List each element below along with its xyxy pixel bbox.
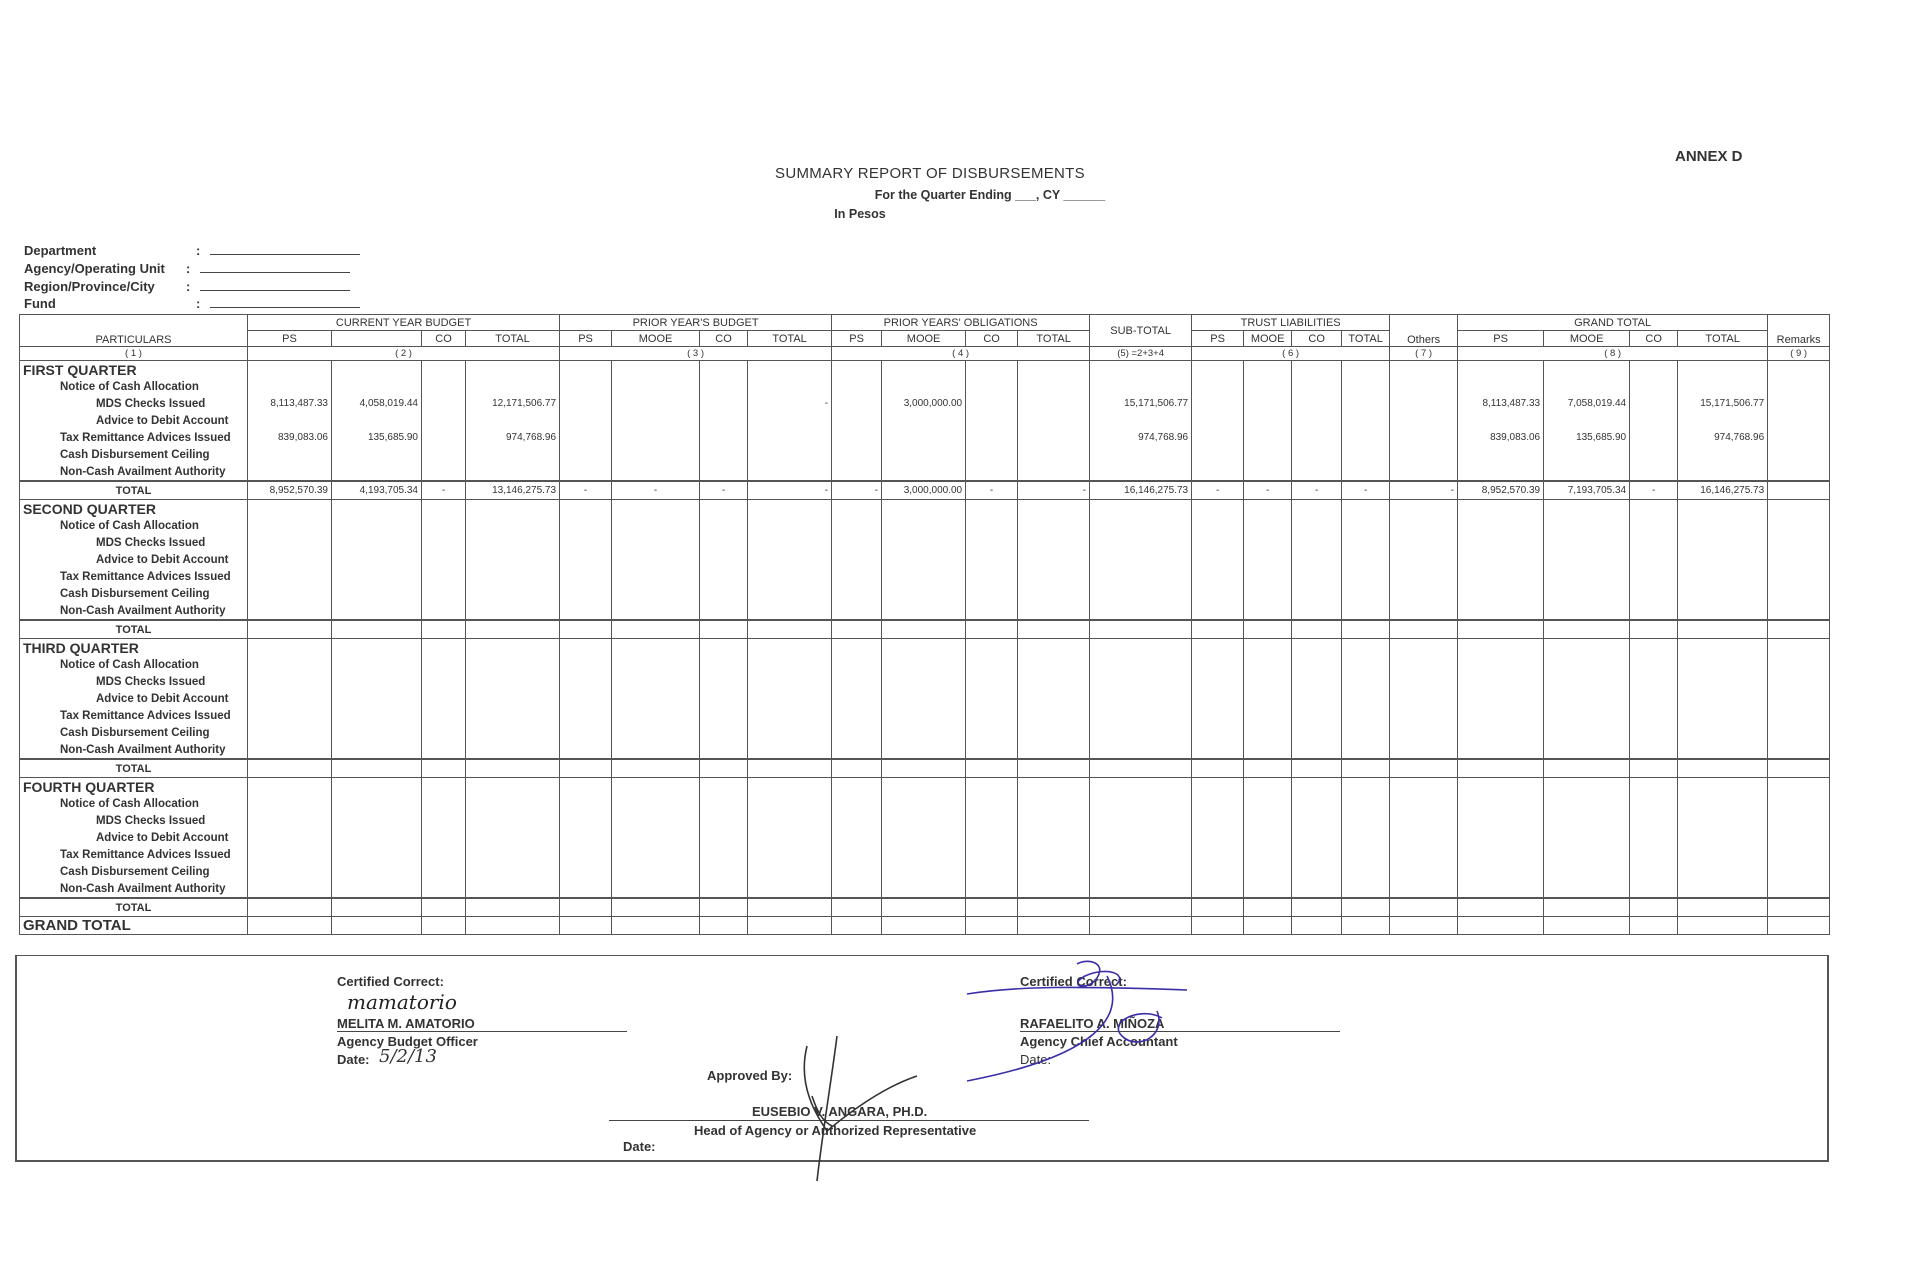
row-label: Advice to Debit Account — [20, 829, 248, 846]
cell: 135,685.90 — [332, 429, 422, 446]
q1-title-row — [20, 361, 1830, 379]
cell: 15,171,506.77 — [1090, 395, 1192, 412]
po-total: TOTAL — [1018, 331, 1090, 347]
quarter-title: SECOND QUARTER — [20, 500, 248, 518]
fund-field — [24, 296, 360, 311]
row-label: MDS Checks Issued — [20, 673, 248, 690]
row-label: TOTAL — [20, 759, 248, 778]
cell: - — [1630, 481, 1678, 500]
po-ps: PS — [832, 331, 882, 347]
row-label: Notice of Cash Allocation — [20, 656, 248, 673]
pb-ps: PS — [560, 331, 612, 347]
cell: 15,171,506.77 — [1678, 395, 1768, 412]
cy-co: CO — [422, 331, 466, 347]
tl-total: TOTAL — [1342, 331, 1390, 347]
cell: 4,193,705.34 — [332, 481, 422, 500]
particulars-header: PARTICULARS — [20, 315, 248, 347]
q4-total-row — [20, 898, 1830, 917]
fund-label: Fund — [24, 296, 56, 311]
cell: 974,768.96 — [1090, 429, 1192, 446]
q4-mds-row — [20, 812, 1830, 829]
row-label: Tax Remittance Advices Issued — [20, 707, 248, 724]
q3-mds-row — [20, 673, 1830, 690]
q2-noncash-row — [20, 602, 1830, 620]
cell: 16,146,275.73 — [1090, 481, 1192, 500]
report-period: For the Quarter Ending ___, CY ______ — [874, 188, 1106, 202]
cell: - — [1192, 481, 1244, 500]
row-label: Non-Cash Availment Authority — [20, 463, 248, 481]
cell: 13,146,275.73 — [466, 481, 560, 500]
q4-ceiling-row — [20, 863, 1830, 880]
header-row-subcols — [20, 331, 1830, 347]
col-num-3: ( 3 ) — [560, 347, 832, 361]
agency-colon: : — [186, 261, 191, 276]
trust-liabilities-header: TRUST LIABILITIES — [1192, 315, 1390, 331]
tl-mooe: MOOE — [1244, 331, 1292, 347]
row-label: Notice of Cash Allocation — [20, 378, 248, 395]
right-signature-scribble-icon — [957, 956, 1217, 1096]
q3-total-row — [20, 759, 1830, 778]
row-label: MDS Checks Issued — [20, 534, 248, 551]
quarter-title: THIRD QUARTER — [20, 639, 248, 657]
col-num-5: (5) =2+3+4 — [1090, 347, 1192, 361]
current-year-header: CURRENT YEAR BUDGET — [248, 315, 560, 331]
q4-title-row — [20, 778, 1830, 796]
q1-ceiling-row — [20, 446, 1830, 463]
disbursement-table — [19, 314, 1830, 935]
cell: - — [966, 481, 1018, 500]
col-num-7: ( 7 ) — [1390, 347, 1458, 361]
agency-label: Agency/Operating Unit — [24, 261, 165, 276]
left-date-value: 5/2/13 — [379, 1046, 437, 1067]
grand-total-row — [20, 917, 1830, 935]
row-label: Notice of Cash Allocation — [20, 517, 248, 534]
q3-advice-row — [20, 690, 1830, 707]
cy-mooe — [332, 331, 422, 347]
tl-ps: PS — [1192, 331, 1244, 347]
row-label: Notice of Cash Allocation — [20, 795, 248, 812]
row-label: Non-Cash Availment Authority — [20, 602, 248, 620]
row-label: TOTAL — [20, 481, 248, 500]
q1-notice-row — [20, 378, 1830, 395]
pb-co: CO — [700, 331, 748, 347]
cell: 135,685.90 — [1544, 429, 1630, 446]
q2-ceiling-row — [20, 585, 1830, 602]
cell: - — [1342, 481, 1390, 500]
prior-obligations-header: PRIOR YEARS' OBLIGATIONS — [832, 315, 1090, 331]
fund-colon: : — [196, 296, 201, 311]
q2-advice-row — [20, 551, 1830, 568]
left-date-label: Date: — [337, 1052, 370, 1067]
q3-title-row — [20, 639, 1830, 657]
q4-notice-row — [20, 795, 1830, 812]
col-num-2: ( 2 ) — [248, 347, 560, 361]
q3-tax-row — [20, 707, 1830, 724]
cell: - — [832, 481, 882, 500]
cell: 7,193,705.34 — [1544, 481, 1630, 500]
row-label: Advice to Debit Account — [20, 551, 248, 568]
annex-label: ANNEX D — [1675, 148, 1743, 165]
prior-budget-header: PRIOR YEAR'S BUDGET — [560, 315, 832, 331]
cell: - — [612, 481, 700, 500]
q3-ceiling-row — [20, 724, 1830, 741]
cell: 974,768.96 — [1678, 429, 1768, 446]
report-title: SUMMARY REPORT OF DISBURSEMENTS — [775, 165, 1085, 182]
cell: 839,083.06 — [1458, 429, 1544, 446]
row-label: Tax Remittance Advices Issued — [20, 568, 248, 585]
row-label: Cash Disbursement Ceiling — [20, 724, 248, 741]
subtotal-header: SUB-TOTAL — [1090, 315, 1192, 347]
row-label: MDS Checks Issued — [20, 395, 248, 412]
row-label: Advice to Debit Account — [20, 690, 248, 707]
q2-mds-row — [20, 534, 1830, 551]
q1-advice-row — [20, 412, 1830, 429]
column-number-row — [20, 347, 1830, 361]
row-label: Non-Cash Availment Authority — [20, 880, 248, 898]
col-num-6: ( 6 ) — [1192, 347, 1390, 361]
gt-co: CO — [1630, 331, 1678, 347]
cell: - — [1292, 481, 1342, 500]
right-date-label: Date: — [1020, 1052, 1052, 1067]
cell: 12,171,506.77 — [466, 395, 560, 412]
col-num-8: ( 8 ) — [1458, 347, 1768, 361]
left-sign-line — [337, 1031, 627, 1032]
region-label: Region/Province/City — [24, 279, 155, 294]
q3-notice-row — [20, 656, 1830, 673]
pb-mooe: MOOE — [612, 331, 700, 347]
cy-total: TOTAL — [466, 331, 560, 347]
cell: 3,000,000.00 — [882, 481, 966, 500]
approved-name: EUSEBIO V. ANGARA, PH.D. — [752, 1104, 928, 1119]
gt-total: TOTAL — [1678, 331, 1768, 347]
q4-tax-row — [20, 846, 1830, 863]
pb-total: TOTAL — [748, 331, 832, 347]
left-certified-label: Certified Correct: — [337, 974, 444, 989]
cell: - — [1244, 481, 1292, 500]
q1-total-row — [20, 481, 1830, 500]
region-colon: : — [186, 279, 191, 294]
department-label: Department — [24, 243, 97, 258]
row-label: Cash Disbursement Ceiling — [20, 585, 248, 602]
q1-mds-row — [20, 395, 1830, 412]
q4-advice-row — [20, 829, 1830, 846]
cell: 7,058,019.44 — [1544, 395, 1630, 412]
right-certified-label: Certified Correct: — [1020, 974, 1127, 989]
left-signatory-name: MELITA M. AMATORIO — [337, 1016, 475, 1031]
cell: - — [748, 395, 832, 412]
cell: - — [1018, 481, 1090, 500]
row-label: TOTAL — [20, 620, 248, 639]
cell: 16,146,275.73 — [1678, 481, 1768, 500]
row-label: Tax Remittance Advices Issued — [20, 429, 248, 446]
row-label: TOTAL — [20, 898, 248, 917]
others-header: Others — [1390, 315, 1458, 347]
gt-ps: PS — [1458, 331, 1544, 347]
po-co: CO — [966, 331, 1018, 347]
q2-title-row — [20, 500, 1830, 518]
row-label: Advice to Debit Account — [20, 412, 248, 429]
q4-noncash-row — [20, 880, 1830, 898]
gt-mooe: MOOE — [1544, 331, 1630, 347]
cell: - — [1390, 481, 1458, 500]
approved-date-label: Date: — [623, 1139, 656, 1154]
left-signatory-title: Agency Budget Officer — [337, 1034, 478, 1049]
report-unit: In Pesos — [834, 207, 886, 221]
grand-total-label: GRAND TOTAL — [20, 917, 248, 935]
department-colon: : — [196, 243, 201, 258]
region-line — [200, 280, 350, 291]
right-signatory-title: Agency Chief Accountant — [1020, 1034, 1178, 1049]
cell: 839,083.06 — [248, 429, 332, 446]
agency-line — [200, 262, 350, 273]
approved-signature-scribble-icon — [787, 1036, 947, 1186]
quarter-title: FOURTH QUARTER — [20, 778, 248, 796]
q2-tax-row — [20, 568, 1830, 585]
agency-field — [24, 261, 350, 276]
col-num-1: ( 1 ) — [20, 347, 248, 361]
cell: 8,113,487.33 — [1458, 395, 1544, 412]
grand-total-header: GRAND TOTAL — [1458, 315, 1768, 331]
cell: 3,000,000.00 — [882, 395, 966, 412]
cell: 8,952,570.39 — [1458, 481, 1544, 500]
region-field — [24, 279, 350, 294]
cell: - — [748, 481, 832, 500]
approved-label: Approved By: — [707, 1068, 793, 1083]
row-label: Cash Disbursement Ceiling — [20, 446, 248, 463]
cy-ps: PS — [248, 331, 332, 347]
remarks-header: Remarks — [1768, 315, 1830, 347]
cell: 8,113,487.33 — [248, 395, 332, 412]
cell: - — [560, 481, 612, 500]
row-label: Non-Cash Availment Authority — [20, 741, 248, 759]
cell: 974,768.96 — [466, 429, 560, 446]
q1-tax-row — [20, 429, 1830, 446]
signature-section — [15, 955, 1829, 1162]
col-num-9: ( 9 ) — [1768, 347, 1830, 361]
cell: - — [700, 481, 748, 500]
row-label: Cash Disbursement Ceiling — [20, 863, 248, 880]
tl-co: CO — [1292, 331, 1342, 347]
row-label: MDS Checks Issued — [20, 812, 248, 829]
q2-total-row — [20, 620, 1830, 639]
fund-line — [210, 297, 360, 308]
po-mooe: MOOE — [882, 331, 966, 347]
quarter-title: FIRST QUARTER — [20, 361, 248, 379]
cell: - — [422, 481, 466, 500]
q1-noncash-row — [20, 463, 1830, 481]
approved-title: Head of Agency or Authorized Representative — [694, 1123, 977, 1138]
q3-noncash-row — [20, 741, 1830, 759]
department-field — [24, 243, 360, 258]
header-row-groups — [20, 315, 1830, 331]
col-num-4: ( 4 ) — [832, 347, 1090, 361]
left-signature: mamatorio — [347, 990, 457, 1014]
department-line — [210, 244, 360, 255]
row-label: Tax Remittance Advices Issued — [20, 846, 248, 863]
right-signatory-name: RAFAELITO A. MIÑOZA — [1020, 1016, 1165, 1031]
cell: 8,952,570.39 — [248, 481, 332, 500]
cell: 4,058,019.44 — [332, 395, 422, 412]
q2-notice-row — [20, 517, 1830, 534]
